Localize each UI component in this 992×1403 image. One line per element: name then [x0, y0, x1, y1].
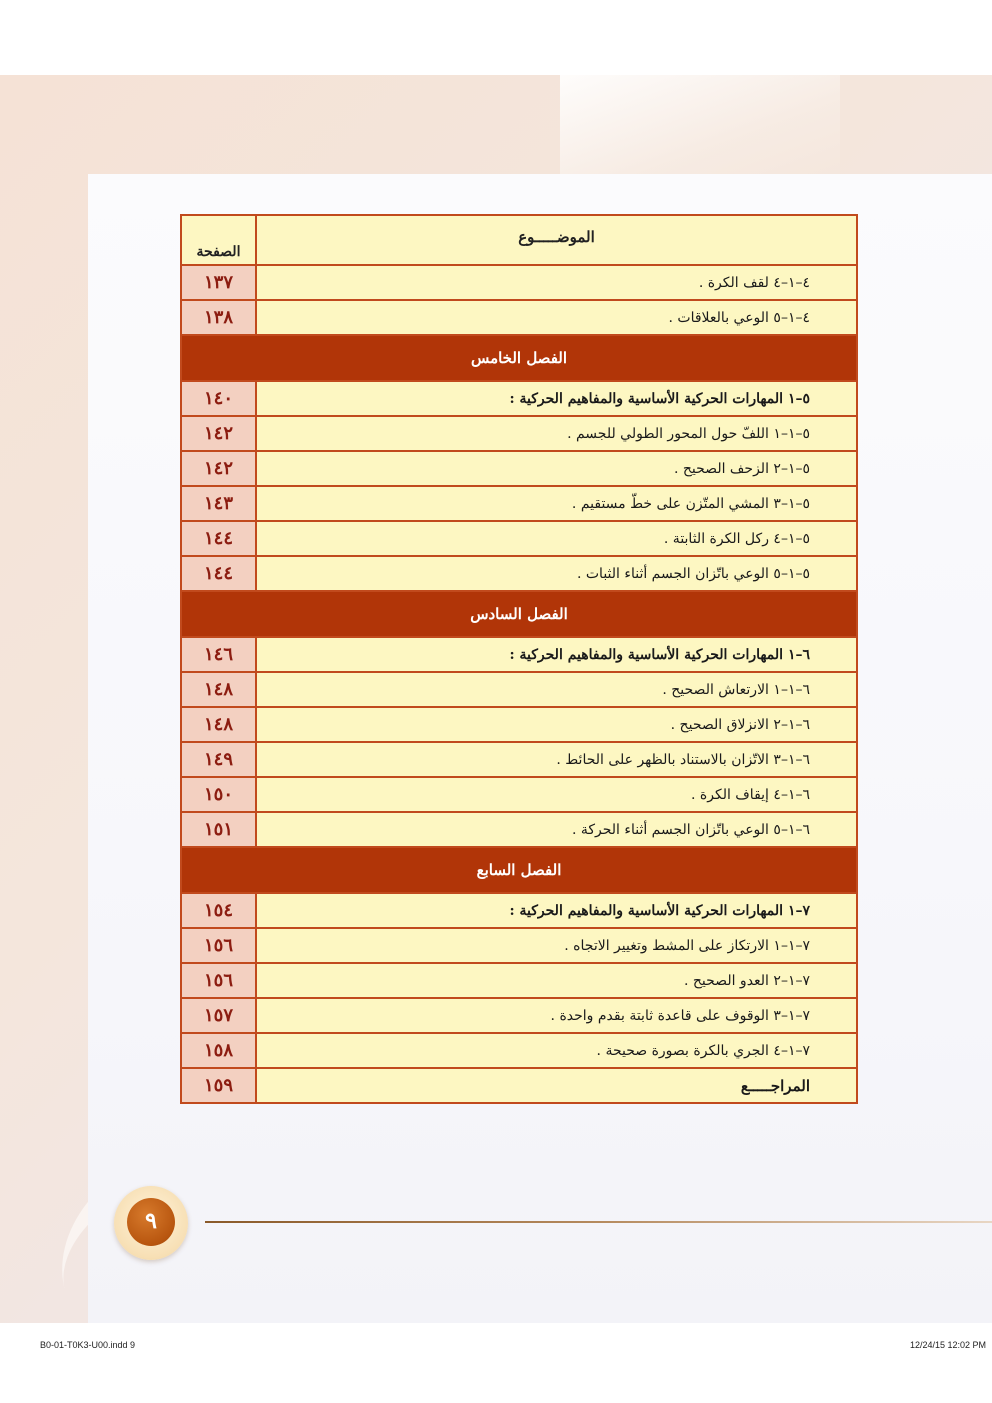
chapter-row: [181, 335, 857, 381]
page-number: ٩: [127, 1198, 175, 1246]
page-cell: ١٤٢: [181, 451, 256, 486]
chapter-row: [181, 591, 857, 637]
table-row: [181, 265, 857, 300]
table-row: [181, 486, 857, 521]
topic-cell: ٦–١–٣ الاتّزان بالاستناد بالظهر على الحائط .: [256, 742, 857, 777]
toc-header-row: [181, 215, 857, 265]
table-row: [181, 521, 857, 556]
header-topic: الموضـــــوع: [256, 215, 857, 265]
table-row: [181, 1033, 857, 1068]
topic-cell: ٧–١–٢ العدو الصحيح .: [256, 963, 857, 998]
chapter-title: الفصل السابع: [181, 847, 857, 893]
page-cell: ١٤٣: [181, 486, 256, 521]
topic-cell: ٧–١–٤ الجري بالكرة بصورة صحيحة .: [256, 1033, 857, 1068]
table-row: [181, 556, 857, 591]
topic-cell: ٥–١–٥ الوعي باتّزان الجسم أثناء الثبات .: [256, 556, 857, 591]
topic-cell: ٦–١–١ الارتعاش الصحيح .: [256, 672, 857, 707]
table-row: [181, 998, 857, 1033]
page-cell: ١٥٧: [181, 998, 256, 1033]
page-cell: ١٣٧: [181, 265, 256, 300]
page-cell: ١٥٠: [181, 777, 256, 812]
topic-cell: ٦–١–٤ إيقاف الكرة .: [256, 777, 857, 812]
page-cell: ١٤٨: [181, 672, 256, 707]
chapter-title: الفصل السادس: [181, 591, 857, 637]
table-row: [181, 963, 857, 998]
table-of-contents: [180, 214, 858, 1104]
page-cell: ١٤٩: [181, 742, 256, 777]
print-file-label: B0-01-T0K3-U00.indd 9: [40, 1340, 136, 1350]
topic-cell: ٦–١–٥ الوعي باتّزان الجسم أثناء الحركة .: [256, 812, 857, 847]
page-number-badge: [114, 1186, 188, 1260]
background-swoosh: [560, 75, 840, 185]
page-cell: ١٥٦: [181, 963, 256, 998]
section-row: [181, 893, 857, 928]
references-row: [181, 1068, 857, 1103]
topic-cell: ٤–١–٤ لقف الكرة .: [256, 265, 857, 300]
topic-cell: ٧–١–١ الارتكاز على المشط وتغيير الاتجاه .: [256, 928, 857, 963]
topic-cell: ٤–١–٥ الوعي بالعلاقات .: [256, 300, 857, 335]
topic-cell: المراجـــــع: [256, 1068, 857, 1103]
topic-cell: ٦–١–٢ الانزلاق الصحيح .: [256, 707, 857, 742]
topic-cell: ٥–١ المهارات الحركية الأساسية والمفاهيم الحركية :: [256, 381, 857, 416]
chapter-title: الفصل الخامس: [181, 335, 857, 381]
table-row: [181, 928, 857, 963]
page-cell: ١٤٤: [181, 521, 256, 556]
table-row: [181, 451, 857, 486]
page-cell: ١٥٨: [181, 1033, 256, 1068]
page-cell: ١٥١: [181, 812, 256, 847]
topic-cell: ٥–١–١ اللفّ حول المحور الطولي للجسم .: [256, 416, 857, 451]
table-row: [181, 707, 857, 742]
table-row: [181, 812, 857, 847]
page-cell: ١٤٢: [181, 416, 256, 451]
chapter-row: [181, 847, 857, 893]
page-cell: ١٣٨: [181, 300, 256, 335]
page-cell: ١٥٩: [181, 1068, 256, 1103]
print-timestamp: 12/24/15 12:02 PM: [909, 1340, 986, 1350]
page-cell: ١٤٦: [181, 637, 256, 672]
page-cell: ١٥٤: [181, 893, 256, 928]
page-cell: ١٤٠: [181, 381, 256, 416]
topic-cell: ٥–١–٤ ركل الكرة الثابتة .: [256, 521, 857, 556]
topic-cell: ٥–١–٢ الزحف الصحيح .: [256, 451, 857, 486]
topic-cell: ٧–١–٣ الوقوف على قاعدة ثابتة بقدم واحدة .: [256, 998, 857, 1033]
header-page: الصفحة: [181, 215, 256, 265]
topic-cell: ٦–١ المهارات الحركية الأساسية والمفاهيم الحركية :: [256, 637, 857, 672]
page-cell: ١٤٤: [181, 556, 256, 591]
section-row: [181, 381, 857, 416]
table-row: [181, 777, 857, 812]
table-row: [181, 742, 857, 777]
table-row: [181, 300, 857, 335]
page-cell: ١٤٨: [181, 707, 256, 742]
page-cell: ١٥٦: [181, 928, 256, 963]
footer-rule: [205, 1221, 992, 1223]
section-row: [181, 637, 857, 672]
table-row: [181, 672, 857, 707]
topic-cell: ٧–١ المهارات الحركية الأساسية والمفاهيم الحركية :: [256, 893, 857, 928]
table-row: [181, 416, 857, 451]
topic-cell: ٥–١–٣ المشي المتّزن على خطّ مستقيم .: [256, 486, 857, 521]
